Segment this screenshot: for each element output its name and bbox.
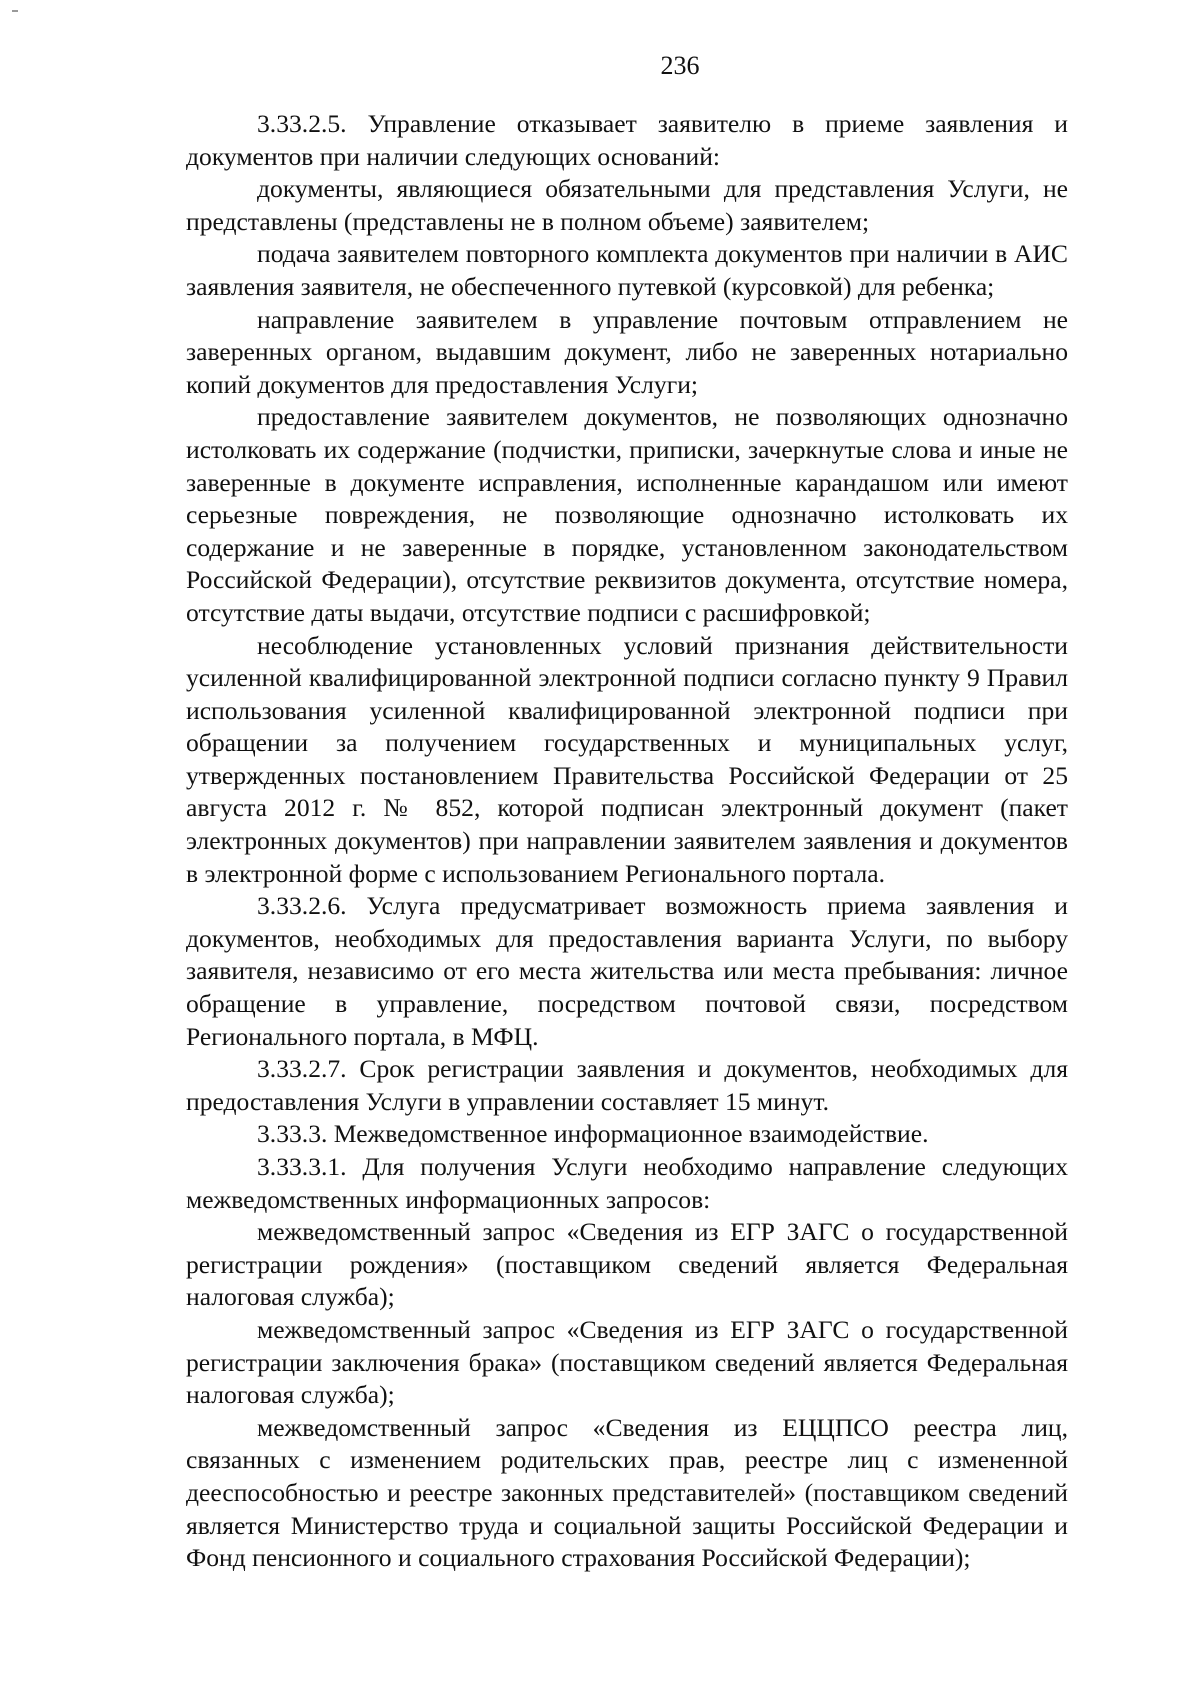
paragraph-3-33-3-1: 3.33.3.1. Для получения Услуги необходимо направление следующих межведомственных информационных запросов:	[186, 1152, 1068, 1214]
paragraph-missing-documents: документы, являющиеся обязательными для представления Услуги, не представлены (представлены не в полном объеме) заявителем;	[186, 174, 1068, 236]
document-body	[186, 108, 1068, 1575]
paragraph-request-parental-rights: межведомственный запрос «Сведения из ЕЦЦПСО реестра лиц, связанных с изменением родительских прав, реестре лиц с измененной дееспособностью и реестре законных представителей» (поставщиком сведений является Министерство труда и социальной защиты Российской Федерации и Фонд пенсионного и социального страхования Российской Федерации);	[186, 1412, 1068, 1573]
paragraph-3-33-2-5: 3.33.2.5. Управление отказывает заявителю в приеме заявления и документов при наличии следующих оснований:	[186, 109, 1068, 171]
paragraph-request-birth: межведомственный запрос «Сведения из ЕГР ЗАГС о государственной регистрации рождения» (поставщиком сведений является Федеральная налоговая служба);	[186, 1217, 1068, 1312]
paragraph-repeat-submission: подача заявителем повторного комплекта документов при наличии в АИС заявления заявителя, не обеспеченного путевкой (курсовкой) для ребенка;	[186, 239, 1068, 301]
paragraph-3-33-2-7: 3.33.2.7. Срок регистрации заявления и документов, необходимых для предоставления Услуги в управлении составляет 15 минут.	[186, 1054, 1068, 1116]
paragraph-3-33-2-6: 3.33.2.6. Услуга предусматривает возможность приема заявления и документов, необходимых для предоставления варианта Услуги, по выбору заявителя, независимо от его места жительства или места пребывания: личное обращение в управление, посредством почтовой связи, посредством Регионального портала, в МФЦ.	[186, 891, 1068, 1051]
paragraph-3-33-3: 3.33.3. Межведомственное информационное взаимодействие.	[257, 1119, 929, 1149]
paragraph-signature-validity: несоблюдение установленных условий признания действительности усиленной квалифицированной электронной подписи согласно пункту 9 Правил использования усиленной квалифицированной электронной подписи при обращении за получением государственных и муниципальных услуг, утвержденных постановлением Правительства Российской Федерации от 25 августа 2012 г. № 852, которой подписан электронный документ (пакет электронных документов) при направлении заявителем заявления и документов в электронной форме с использованием Регионального портала.	[186, 630, 1068, 888]
page-number: 236	[660, 51, 700, 80]
paragraph-unreadable-documents: предоставление заявителем документов, не позволяющих однозначно истолковать их содержание (подчистки, приписки, зачеркнутые слова и иные не заверенные в документе исправления, исполненные карандашом или имеют серьезные повреждения, не позволяющие однозначно истолковать их содержание и не заверенные в порядке, установленном законодательством Российской Федерации), отсутствие реквизитов документа, отсутствие номера, отсутствие даты выдачи, отсутствие подписи с расшифровкой;	[186, 402, 1068, 627]
paragraph-request-marriage: межведомственный запрос «Сведения из ЕГР ЗАГС о государственной регистрации заключения брака» (поставщиком сведений является Федеральная налоговая служба);	[186, 1314, 1068, 1410]
paragraph-postal-copies: направление заявителем в управление почтовым отправлением не заверенных органом, выдавшим документ, либо не заверенных нотариально копий документов для предоставления Услуги;	[186, 304, 1068, 399]
scan-artifact	[12, 10, 18, 12]
